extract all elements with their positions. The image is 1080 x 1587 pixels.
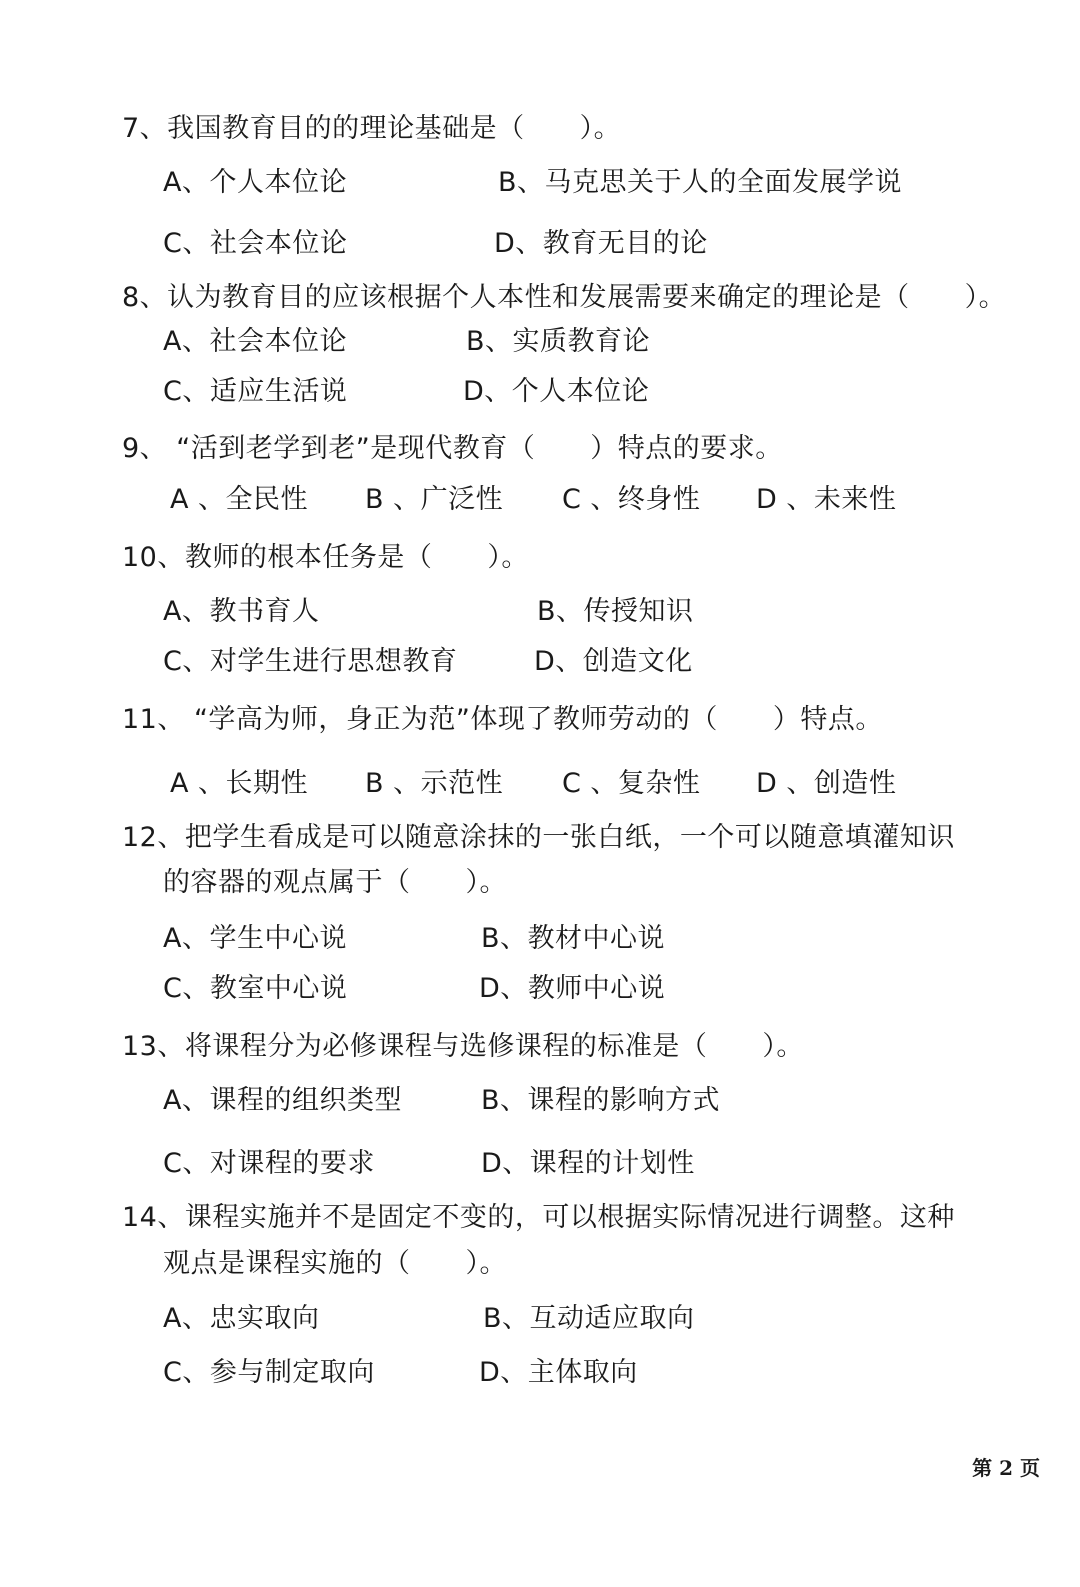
question-9-option-d: D 、未来性 bbox=[756, 484, 897, 515]
question-8-option-a: A、社会本位论 bbox=[163, 326, 347, 357]
question-14-option-a: A、忠实取向 bbox=[163, 1303, 320, 1334]
question-11-option-d: D 、创造性 bbox=[756, 768, 897, 799]
question-13-stem: 13、将课程分为必修课程与选修课程的标准是（ ）。 bbox=[122, 1031, 804, 1062]
question-8-option-c: C、适应生活说 bbox=[163, 376, 348, 407]
question-7-stem: 7、我国教育目的的理论基础是（ ）。 bbox=[122, 113, 622, 144]
question-7-option-d: D、教育无目的论 bbox=[494, 228, 708, 259]
question-8-option-b: B、实质教育论 bbox=[466, 326, 651, 357]
question-14-stem: 14、课程实施并不是固定不变的，可以根据实际情况进行调整。这种 bbox=[122, 1202, 955, 1233]
question-13-option-b: B、课程的影响方式 bbox=[481, 1085, 721, 1116]
question-13-option-a: A、课程的组织类型 bbox=[163, 1085, 402, 1116]
question-8-option-d: D、个人本位论 bbox=[463, 376, 650, 407]
question-12-option-b: B、教材中心说 bbox=[481, 923, 666, 954]
question-14-option-b: B、互动适应取向 bbox=[483, 1303, 695, 1334]
question-11-option-b: B 、示范性 bbox=[365, 768, 504, 799]
question-9-option-a: A 、全民性 bbox=[170, 484, 309, 515]
question-7-option-a: A、个人本位论 bbox=[163, 167, 347, 198]
question-13-option-c: C、对课程的要求 bbox=[163, 1148, 375, 1179]
question-10-option-d: D、创造文化 bbox=[534, 646, 693, 677]
question-9-option-b: B 、广泛性 bbox=[365, 484, 504, 515]
question-12-option-d: D、教师中心说 bbox=[479, 973, 666, 1004]
question-9-option-c: C 、终身性 bbox=[562, 484, 701, 515]
question-10-option-c: C、对学生进行思想教育 bbox=[163, 646, 458, 677]
question-10-stem: 10、教师的根本任务是（ ）。 bbox=[122, 542, 529, 573]
question-7-option-b: B、马克思关于人的全面发展学说 bbox=[498, 167, 903, 198]
question-12-option-a: A、学生中心说 bbox=[163, 923, 347, 954]
question-14-stem-continuation: 观点是课程实施的（ ）。 bbox=[163, 1248, 507, 1279]
question-8-stem: 8、认为教育目的应该根据个人本性和发展需要来确定的理论是（ ）。 bbox=[122, 282, 1007, 313]
question-12-stem-continuation: 的容器的观点属于（ ）。 bbox=[163, 867, 507, 898]
question-14-option-d: D、主体取向 bbox=[479, 1357, 638, 1388]
question-11-stem: 11、 “学高为师，身正为范”体现了教师劳动的（ ）特点。 bbox=[122, 704, 883, 735]
question-7-option-c: C、社会本位论 bbox=[163, 228, 348, 259]
question-9-stem: 9、 “活到老学到老”是现代教育（ ）特点的要求。 bbox=[122, 433, 783, 464]
question-11-option-c: C 、复杂性 bbox=[562, 768, 701, 799]
question-11-option-a: A 、长期性 bbox=[170, 768, 309, 799]
question-10-option-b: B、传授知识 bbox=[537, 596, 694, 627]
question-12-option-c: C、教室中心说 bbox=[163, 973, 348, 1004]
question-14-option-c: C、参与制定取向 bbox=[163, 1357, 375, 1388]
question-13-option-d: D、课程的计划性 bbox=[481, 1148, 695, 1179]
question-10-option-a: A、教书育人 bbox=[163, 596, 320, 627]
question-12-stem: 12、把学生看成是可以随意涂抹的一张白纸，一个可以随意填灌知识 bbox=[122, 822, 955, 853]
page-number: 第 2 页 bbox=[972, 1456, 1040, 1480]
